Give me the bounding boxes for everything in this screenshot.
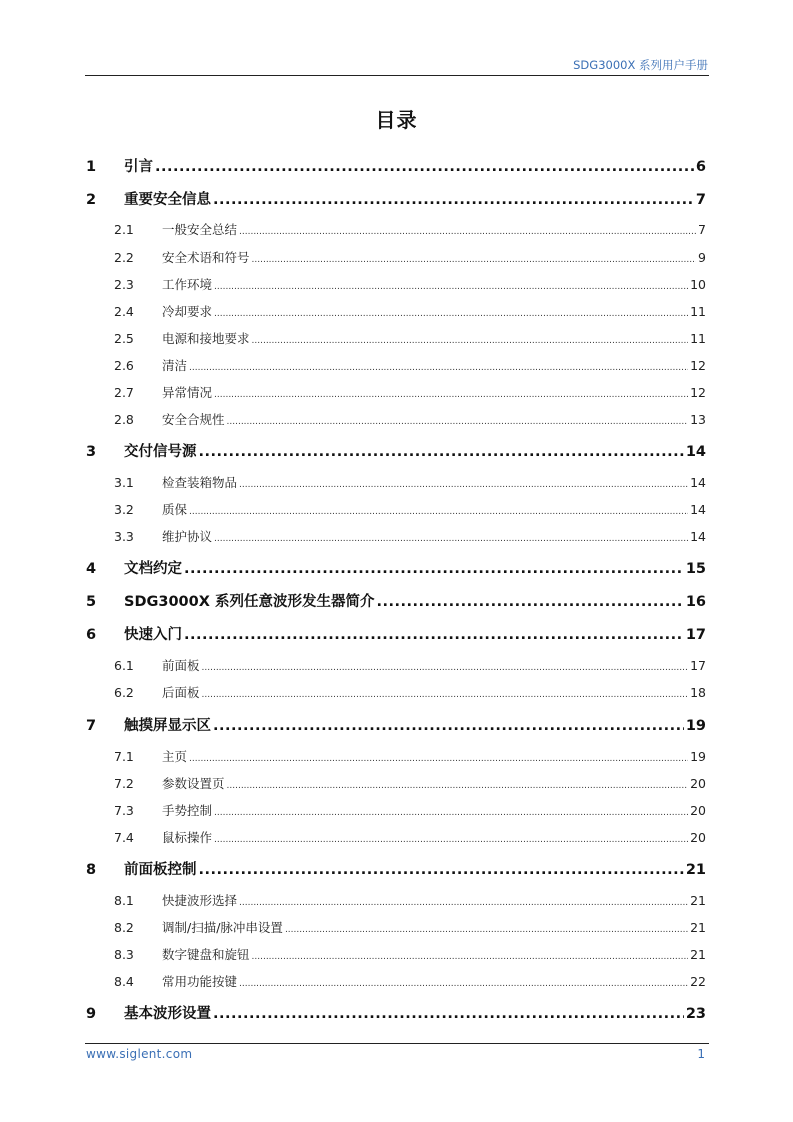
toc-entry-page: 18	[690, 685, 706, 700]
toc-entry-title: 检查装箱物品	[162, 475, 238, 490]
toc-entry-number: 2.5	[114, 331, 134, 346]
toc-dot-leader	[214, 534, 688, 544]
toc-entry-page: 20	[690, 830, 706, 845]
toc-dot-leader	[213, 1006, 684, 1022]
toc-entry-number: 6.1	[114, 658, 134, 673]
toc-section-entry[interactable]	[86, 500, 706, 518]
toc-entry-number: 2.8	[114, 412, 134, 427]
toc-entry-number: 7.4	[114, 830, 134, 845]
toc-entry-page: 17	[685, 627, 706, 643]
toc-dot-leader	[189, 507, 688, 517]
toc-entry-page: 21	[690, 947, 706, 962]
toc-entry-title: 鼠标操作	[162, 830, 213, 845]
running-header-title: SDG3000X 系列用户手册	[573, 58, 708, 72]
toc-entry-page: 22	[690, 974, 706, 989]
toc-entry-page: 12	[690, 358, 706, 373]
toc-entry-page: 21	[690, 920, 706, 935]
toc-entry-page: 14	[685, 444, 706, 460]
toc-chapter-entry[interactable]	[86, 590, 706, 611]
toc-entry-title: 基本波形设置	[124, 1006, 211, 1022]
toc-entry-page: 11	[690, 304, 706, 319]
toc-entry-number: 2	[86, 192, 97, 208]
toc-dot-leader	[252, 952, 689, 962]
toc-section-entry[interactable]	[86, 918, 706, 936]
footer-page-number: 1	[697, 1047, 705, 1061]
toc-section-entry[interactable]	[86, 828, 706, 846]
toc-entry-number: 8.2	[114, 920, 134, 935]
toc-entry-number: 7.2	[114, 776, 134, 791]
toc-dot-leader	[202, 663, 689, 673]
toc-entry-number: 6.2	[114, 685, 134, 700]
toc-chapter-entry[interactable]	[86, 188, 706, 209]
toc-entry-page: 6	[695, 159, 706, 175]
toc-section-entry[interactable]	[86, 656, 706, 674]
toc-entry-title: 常用功能按键	[162, 974, 238, 989]
toc-entry-page: 11	[690, 331, 706, 346]
toc-section-entry[interactable]	[86, 275, 706, 293]
toc-entry-page: 7	[695, 192, 706, 208]
toc-dot-leader	[214, 835, 688, 845]
toc-entry-title: 电源和接地要求	[162, 331, 250, 346]
toc-chapter-entry[interactable]	[86, 623, 706, 644]
toc-entry-number: 3.3	[114, 529, 134, 544]
toc-entry-title: 交付信号源	[124, 444, 197, 460]
toc-chapter-entry[interactable]	[86, 155, 706, 176]
toc-entry-title: 工作环境	[162, 277, 213, 292]
toc-entry-number: 7.3	[114, 803, 134, 818]
toc-dot-leader	[189, 363, 688, 373]
toc-entry-number: 6	[86, 627, 97, 643]
toc-dot-leader	[214, 309, 688, 319]
header-divider	[85, 75, 709, 76]
footer-divider	[85, 1043, 709, 1044]
toc-section-entry[interactable]	[86, 383, 706, 401]
toc-chapter-entry[interactable]	[86, 858, 706, 879]
toc-dot-leader	[252, 336, 689, 346]
toc-entry-page: 14	[690, 502, 706, 517]
toc-entry-title: 触摸屏显示区	[124, 718, 211, 734]
toc-dot-leader	[239, 979, 688, 989]
toc-dot-leader	[239, 898, 688, 908]
toc-section-entry[interactable]	[86, 473, 706, 491]
toc-entry-page: 14	[690, 475, 706, 490]
toc-entry-title: 重要安全信息	[124, 192, 211, 208]
toc-entry-number: 2.6	[114, 358, 134, 373]
toc-dot-leader	[214, 808, 688, 818]
toc-dot-leader	[202, 690, 689, 700]
toc-section-entry[interactable]	[86, 891, 706, 909]
toc-entry-title: 后面板	[162, 685, 200, 700]
toc-dot-leader	[227, 781, 689, 791]
toc-entry-number: 3.1	[114, 475, 134, 490]
toc-entry-number: 7	[86, 718, 97, 734]
toc-entry-number: 2.4	[114, 304, 134, 319]
toc-dot-leader	[227, 417, 689, 427]
toc-entry-title: 质保	[162, 502, 188, 517]
toc-chapter-entry[interactable]	[86, 714, 706, 735]
toc-section-entry[interactable]	[86, 683, 706, 701]
toc-entry-title: 快速入门	[124, 627, 182, 643]
toc-entry-title: 清洁	[162, 358, 188, 373]
toc-entry-number: 8.4	[114, 974, 134, 989]
toc-entry-title: 前面板	[162, 658, 200, 673]
toc-entry-number: 4	[86, 561, 97, 577]
toc-section-entry[interactable]	[86, 945, 706, 963]
toc-dot-leader	[214, 390, 688, 400]
toc-section-entry[interactable]	[86, 248, 706, 266]
toc-dot-leader	[189, 754, 688, 764]
toc-section-entry[interactable]	[86, 527, 706, 545]
toc-entry-number: 2.3	[114, 277, 134, 292]
toc-entry-title: 一般安全总结	[162, 222, 238, 237]
toc-section-entry[interactable]	[86, 410, 706, 428]
toc-dot-leader	[376, 594, 683, 610]
toc-entry-title: 手势控制	[162, 803, 213, 818]
toc-section-entry[interactable]	[86, 774, 706, 792]
toc-dot-leader	[213, 192, 694, 208]
toc-entry-title: 参数设置页	[162, 776, 225, 791]
toc-entry-number: 5	[86, 594, 97, 610]
toc-entry-title: 快捷波形选择	[162, 893, 238, 908]
toc-dot-leader	[285, 925, 688, 935]
toc-entry-page: 20	[690, 803, 706, 818]
toc-entry-number: 1	[86, 159, 97, 175]
toc-section-entry[interactable]	[86, 329, 706, 347]
toc-entry-title: 前面板控制	[124, 862, 197, 878]
toc-section-entry[interactable]	[86, 972, 706, 990]
toc-chapter-entry[interactable]	[86, 1002, 706, 1023]
toc-entry-number: 2.2	[114, 250, 134, 265]
toc-entry-page: 21	[685, 862, 706, 878]
toc-section-entry[interactable]	[86, 356, 706, 374]
toc-entry-title: 引言	[124, 159, 153, 175]
toc-section-entry[interactable]	[86, 747, 706, 765]
toc-entry-number: 3	[86, 444, 97, 460]
toc-entry-number: 2.7	[114, 385, 134, 400]
toc-entry-page: 19	[690, 749, 706, 764]
toc-dot-leader	[184, 561, 684, 577]
toc-entry-page: 20	[690, 776, 706, 791]
toc-entry-page: 16	[685, 594, 706, 610]
toc-section-entry[interactable]	[86, 801, 706, 819]
toc-section-entry[interactable]	[86, 220, 706, 238]
toc-dot-leader	[155, 159, 694, 175]
toc-entry-number: 8.1	[114, 893, 134, 908]
toc-entry-number: 9	[86, 1006, 97, 1022]
toc-entry-page: 19	[685, 718, 706, 734]
toc-entry-page: 23	[685, 1006, 706, 1022]
toc-entry-number: 8	[86, 862, 97, 878]
toc-entry-title: 调制/扫描/脉冲串设置	[162, 920, 283, 935]
toc-entry-number: 3.2	[114, 502, 134, 517]
footer-website-link[interactable]: www.siglent.com	[86, 1047, 193, 1061]
toc-entry-page: 21	[690, 893, 706, 908]
toc-entry-title: 主页	[162, 749, 188, 764]
toc-chapter-entry[interactable]	[86, 557, 706, 578]
toc-entry-title: 文档约定	[124, 561, 182, 577]
toc-entry-page: 12	[690, 385, 706, 400]
toc-entry-page: 17	[690, 658, 706, 673]
toc-entry-title: 安全术语和符号	[162, 250, 250, 265]
toc-entry-page: 15	[685, 561, 706, 577]
toc-entry-title: 安全合规性	[162, 412, 225, 427]
toc-entry-page: 14	[690, 529, 706, 544]
toc-entry-page: 9	[698, 250, 706, 265]
toc-entry-number: 8.3	[114, 947, 134, 962]
toc-entry-page: 7	[698, 222, 706, 237]
toc-dot-leader	[199, 444, 684, 460]
toc-dot-leader	[214, 282, 688, 292]
toc-entry-number: 7.1	[114, 749, 134, 764]
toc-entry-number: 2.1	[114, 222, 134, 237]
toc-dot-leader	[213, 718, 684, 734]
toc-chapter-entry[interactable]	[86, 440, 706, 461]
toc-entry-title: 维护协议	[162, 529, 213, 544]
toc-dot-leader	[199, 862, 684, 878]
toc-entry-page: 10	[690, 277, 706, 292]
toc-heading: 目录	[375, 108, 418, 132]
toc-section-entry[interactable]	[86, 302, 706, 320]
toc-dot-leader	[252, 255, 697, 265]
toc-dot-leader	[239, 227, 696, 237]
toc-dot-leader	[239, 480, 688, 490]
toc-entry-title: 冷却要求	[162, 304, 213, 319]
toc-dot-leader	[184, 627, 684, 643]
toc-entry-title: 数字键盘和旋钮	[162, 947, 250, 962]
toc-entry-page: 13	[690, 412, 706, 427]
toc-entry-title: 异常情况	[162, 385, 213, 400]
toc-entry-title: SDG3000X 系列任意波形发生器简介	[124, 594, 375, 610]
